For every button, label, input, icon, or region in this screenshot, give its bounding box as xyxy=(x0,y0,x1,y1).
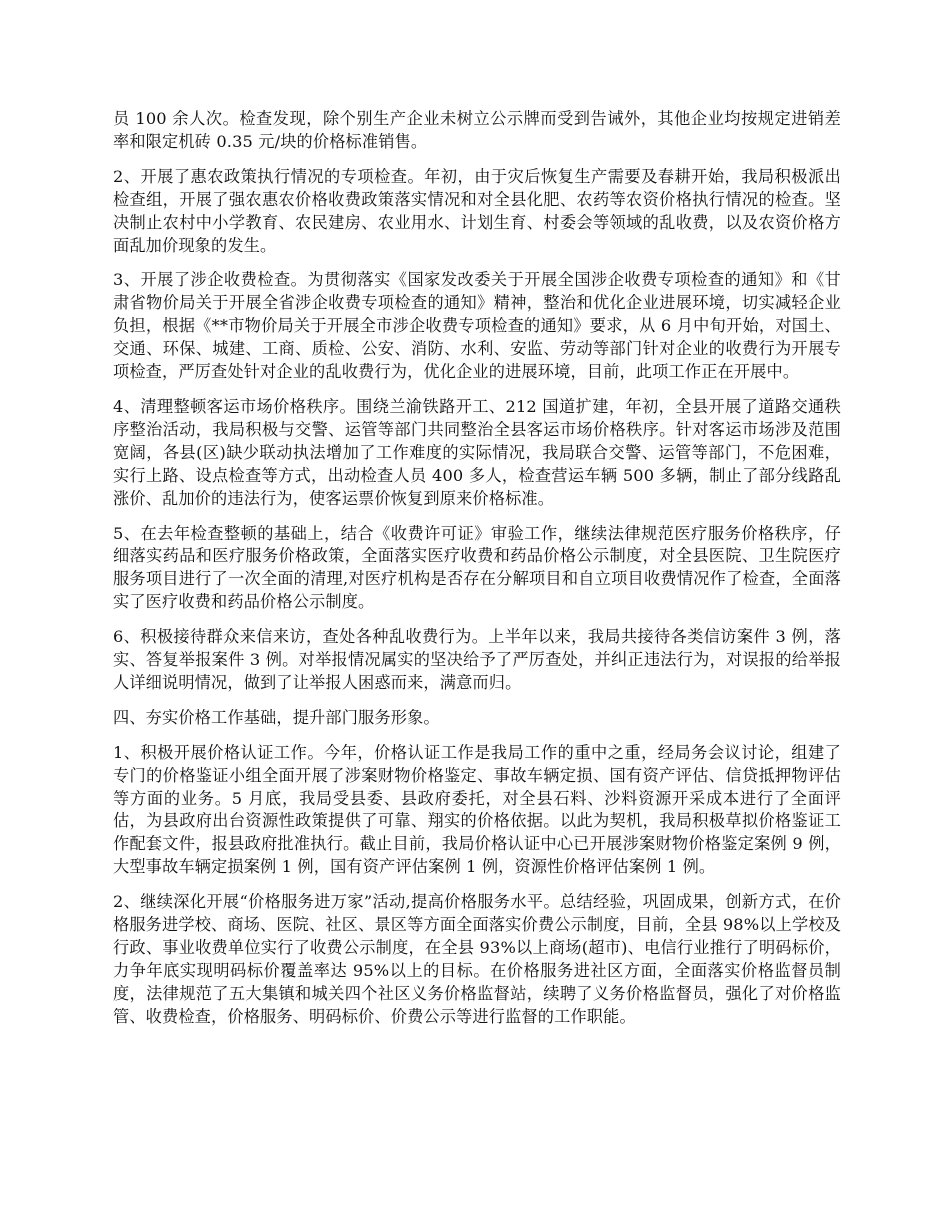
paragraph-public-complaints: 6、积极接待群众来信来访，查处各种乱收费行为。上半年以来，我局共接待各类信访案件 3 例，落实、答复举报案件 3 例。对举报情况属实的坚决给予了严厉查处，并纠正违法行为，对误报的给举报人详细说明情况，做到了让举报人困惑而来，满意而归。 xyxy=(113,627,841,692)
paragraph-enterprise-fee-inspection: 3、开展了涉企收费检查。为贯彻落实《国家发改委关于开展全国涉企收费专项检查的通知》和《甘肃省物价局关于开展全省涉企收费专项检查的通知》精神，整治和优化企业进展环境，切实减轻企业负担，根据《**市物价局关于开展全市涉企收费专项检查的通知》要求，从 6 月中旬开始，对国土、交通、环保、城建、工商、质检、公安、消防、水利、安监、劳动等部门针对企业的收费行为开展专项检查，严厉查处针对企业的乱收费行为，优化企业的进展环境，目前，此项工作正在开展中。 xyxy=(113,270,841,382)
paragraph-price-certification: 1、积极开展价格认证工作。今年，价格认证工作是我局工作的重中之重，经局务会议讨论，组建了专门的价格鉴证小组全面开展了涉案财物价格鉴定、事故车辆定损、国有资产评估、信贷抵押物评估等方面的业务。5 月底，我局受县委、县政府委托，对全县石料、沙料资源开采成本进行了全面评估，为县政府出台资源性政策提供了可靠、翔实的价格依据。以此为契机，我局积极草拟价格鉴证工作配套文件，报县政府批准执行。截止目前，我局价格认证中心已开展涉案财物价格鉴定案例 9 例，大型事故车辆定损案例 1 例，国有资产评估案例 1 例，资源性价格评估案例 1 例。 xyxy=(113,742,841,877)
paragraph-price-service-campaign: 2、继续深化开展“价格服务进万家”活动,提高价格服务水平。总结经验，巩固成果，创新方式，在价格服务进学校、商场、医院、社区、景区等方面全面落实价费公示制度，目前，全县 98%以上学校及行政、事业收费单位实行了收费公示制度，在全县 93%以上商场(超市)、电信行业推行了明码标价，力争年底实现明码标价覆盖率达 95%以上的目标。在价格服务进社区方面，全面落实价格监督员制度，法律规范了五大集镇和城关四个社区义务价格监督站，续聘了义务价格监督员，强化了对价格监管、收费检查，价格服务、明码标价、价费公示等进行监督的工作职能。 xyxy=(113,892,841,1026)
paragraph-medical-service-pricing: 5、在去年检查整顿的基础上，结合《收费许可证》审验工作，继续法律规范医疗服务价格秩序，仔细落实药品和医疗服务价格政策，全面落实医疗收费和药品价格公示制度，对全县医院、卫生院医疗服务项目进行了一次全面的清理,对医疗机构是否存在分解项目和自立项目收费情况作了检查，全面落实了医疗收费和药品价格公示制度。 xyxy=(113,523,841,612)
paragraph-passenger-transport-pricing: 4、清理整顿客运市场价格秩序。围绕兰渝铁路开工、212 国道扩建，年初，全县开展了道路交通秩序整治活动，我局积极与交警、运管等部门共同整治全县客运市场价格秩序。针对客运市场涉及范围宽阔，各县(区)缺少联动执法增加了工作难度的实际情况，我局联合交警、运管等部门，不危困难，实行上路、设点检查等方式，出动检查人员 400 多人，检查营运车辆 500 多辆，制止了部分线路乱涨价、乱加价的违法行为，使客运票价恢复到原来价格标准。 xyxy=(113,396,841,508)
paragraph-price-inspection-continued: 员 100 余人次。检查发现，除个别生产企业未树立公示牌而受到告诫外，其他企业均按规定进销差率和限定机砖 0.35 元/块的价格标准销售。 xyxy=(113,109,841,151)
section-heading-four: 四、夯实价格工作基础，提升部门服务形象。 xyxy=(113,707,440,727)
paragraph-agri-policy-inspection: 2、开展了惠农政策执行情况的专项检查。年初，由于灾后恢复生产需要及春耕开始，我局积极派出检查组，开展了强农惠农价格收费政策落实情况和对全县化肥、农药等农资价格执行情况的检查。坚决制止农村中小学教育、农民建房、农业用水、计划生育、村委会等领域的乱收费，以及农资价格方面乱加价现象的发生。 xyxy=(113,166,841,255)
document-page xyxy=(113,108,841,1041)
